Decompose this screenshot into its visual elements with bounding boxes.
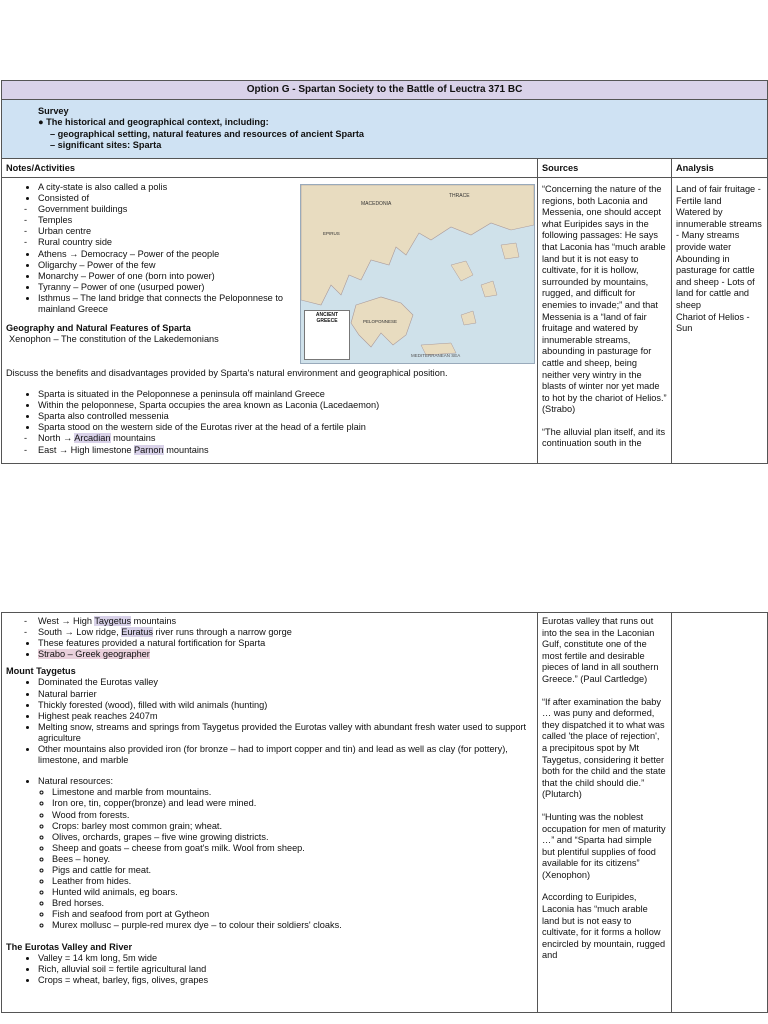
analysis-cell-continued bbox=[672, 613, 768, 1013]
list-item bbox=[28, 445, 533, 456]
header-analysis: Analysis bbox=[672, 159, 768, 178]
list-item: • Oligarchy – Power of the few bbox=[38, 260, 533, 271]
list-item: • Sparta also controlled messenia bbox=[38, 411, 533, 422]
survey-bullet: ● The historical and geographical context, including: bbox=[38, 117, 269, 128]
survey-sub-1: – geographical setting, natural features and resources of ancient Sparta bbox=[50, 128, 364, 139]
list-item: ◦ Pigs and cattle for meat. bbox=[52, 865, 533, 876]
borders-list-continued bbox=[6, 616, 533, 638]
list-item: • Dominated the Eurotas valley bbox=[38, 677, 533, 688]
source-strabo: “Concerning the nature of the regions, both Laconia and Messenia, one should accept what Euripides says in the following passages: He says that Laconia has “much arable land but it is not easy to cultivate, for it is hollow, surrounded by mountains, rugged, and difficult for enemies to invade;” and that Messenia is a “land of fair fruitage and watered by innumerable streams, abounding in pasturage for cattle and sheep, being neither very wintry in the blasts of winter nor yet made to hot by the chariot of Helios.” (Strabo) bbox=[542, 184, 667, 415]
map-label-sea: MEDITERRANEAN SEA bbox=[411, 353, 461, 358]
resources-sublist bbox=[6, 787, 533, 931]
analysis-item: Watered by innumerable streams - Many streams provide water bbox=[676, 207, 762, 252]
analysis-item: Chariot of Helios - Sun bbox=[676, 311, 750, 334]
map-legend-title: ANCIENT GREECE bbox=[315, 312, 339, 324]
list-item: • Isthmus – The land bridge that connects the Peloponnese to mainland Greece bbox=[38, 293, 533, 315]
list-item: • Thickly forested (wood), filled with wild animals (hunting) bbox=[38, 700, 533, 711]
list-item: • Rich, alluvial soil = fertile agricultural land bbox=[38, 964, 533, 975]
list-item: • A city-state is also called a polis bbox=[38, 182, 533, 193]
list-item: • Tyranny – Power of one (usurped power) bbox=[38, 282, 533, 293]
list-item: ◦ Leather from hides. bbox=[52, 876, 533, 887]
list-item bbox=[28, 433, 533, 444]
list-item: • Melting snow, streams and springs from Taygetus provided the Eurotas valley with abundant fresh water used to support agriculture bbox=[38, 722, 533, 744]
list-item: • Consisted of bbox=[38, 193, 533, 204]
source-plutarch: “If after examination the baby … was puny and deformed, they dispatched it to what was called 'the place of rejection', a precipitous spot by Mt Taygetus, considering it better both for the child and the state that the child should die.” (Plutarch) bbox=[542, 696, 666, 800]
list-item: • Natural barrier bbox=[38, 689, 533, 700]
notes-table-page-2 bbox=[1, 612, 768, 1013]
list-item: • Athens → Democracy – Power of the people bbox=[38, 249, 533, 260]
page-title: Option G - Spartan Society to the Battle of Leuctra 371 BC bbox=[2, 81, 768, 100]
map-legend bbox=[304, 310, 350, 360]
notes-cell-continued bbox=[2, 613, 538, 1013]
section-heading-taygetus: Mount Taygetus bbox=[6, 666, 76, 677]
taygetus-list bbox=[6, 677, 533, 766]
list-item: • Valley = 14 km long, 5m wide bbox=[38, 953, 533, 964]
resources-list bbox=[6, 776, 533, 787]
header-notes: Notes/Activities bbox=[2, 159, 538, 178]
section-heading-eurotas: The Eurotas Valley and River bbox=[6, 941, 133, 952]
list-item bbox=[38, 649, 533, 660]
section-heading-geography: Geography and Natural Features of Sparta bbox=[6, 323, 191, 334]
east-text-end: mountains bbox=[163, 444, 209, 455]
source-cartledge-start: “The alluvial plan itself, and its continuation south in the bbox=[542, 426, 666, 449]
list-item: ◦ Iron ore, tin, copper(bronze) and lead were mined. bbox=[52, 798, 533, 809]
list-item: ◦ Bees – honey. bbox=[52, 854, 533, 865]
analysis-cell bbox=[672, 178, 768, 464]
west-text-end: mountains bbox=[131, 616, 177, 626]
list-item: • Monarchy – Power of one (born into power) bbox=[38, 271, 533, 282]
sources-cell bbox=[538, 178, 672, 464]
list-item: • Within the peloponnese, Sparta occupies the area known as Laconia (Lacedaemon) bbox=[38, 400, 533, 411]
list-item: ◦ Sheep and goats – cheese from goat's milk. Wool from sheep. bbox=[52, 843, 533, 854]
list-item: ◦ Limestone and marble from mountains. bbox=[52, 787, 533, 798]
list-item: ◦ Hunted wild animals, eg boars. bbox=[52, 887, 533, 898]
list-item: ◦ Fish and seafood from port at Gytheon bbox=[52, 909, 533, 920]
survey-heading: Survey bbox=[38, 106, 69, 116]
eurotas-list bbox=[6, 953, 533, 986]
list-item bbox=[28, 616, 533, 627]
list-item: - Rural country side bbox=[28, 237, 533, 248]
north-text: North → bbox=[38, 433, 75, 444]
polis-parts-list bbox=[6, 204, 533, 248]
header-sources: Sources bbox=[538, 159, 672, 178]
list-item: ◦ Crops: barley most common grain; wheat. bbox=[52, 821, 533, 832]
notes-cell bbox=[2, 178, 538, 464]
source-cartledge: Eurotas valley that runs out into the sea in the Laconian Gulf, constitute one of the most fertile and desirable pieces of land in all southern Greece.” (Paul Cartledge) bbox=[542, 616, 659, 684]
discuss-prompt: Discuss the benefits and disadvantages provided by Sparta's natural environment and geographical position. bbox=[6, 368, 448, 378]
south-text: South → Low ridge, bbox=[38, 627, 122, 638]
xenophon-note: Xenophon – The constitution of the Lakedemonians bbox=[9, 334, 219, 345]
notes-table-page-1 bbox=[1, 80, 768, 464]
analysis-item: Abounding in pasturage for cattle and sheep - Lots of land for cattle and sheep bbox=[676, 253, 755, 310]
survey-sub-2: – significant sites: Sparta bbox=[50, 139, 162, 150]
list-item: • Sparta is situated in the Peloponnese a peninsula off mainland Greece bbox=[38, 389, 533, 400]
highlight-strabo: Strabo – Greek geographer bbox=[38, 649, 150, 660]
list-item: • Sparta stood on the western side of the Eurotas river at the head of a fertile plain bbox=[38, 422, 533, 433]
analysis-item: Land of fair fruitage - Fertile land bbox=[676, 184, 761, 206]
map-label-thrace: THRACE bbox=[449, 193, 470, 199]
list-item: - Temples bbox=[28, 215, 533, 226]
list-item: ◦ Wood from forests. bbox=[52, 810, 533, 821]
sparta-facts-list bbox=[6, 389, 533, 433]
sources-cell-continued bbox=[538, 613, 672, 1013]
list-item: • Highest peak reaches 2407m bbox=[38, 711, 533, 722]
list-item: • These features provided a natural fortification for Sparta bbox=[38, 638, 533, 649]
highlight-parnon: Parnon bbox=[134, 444, 164, 455]
source-euripides: According to Euripides, Laconia has “much arable land but is not easy to cultivate, for it forms a hollow encircled by mountain, rugged and bbox=[542, 892, 666, 961]
list-item: ◦ Bred horses. bbox=[52, 898, 533, 909]
highlight-arcadian: Arcadian bbox=[74, 433, 111, 444]
south-text-end: river runs through a narrow gorge bbox=[152, 627, 292, 638]
list-item: - Urban centre bbox=[28, 226, 533, 237]
borders-list bbox=[6, 433, 533, 455]
list-item: ◦ Olives, orchards, grapes – five wine growing districts. bbox=[52, 832, 533, 843]
fortification-list bbox=[6, 638, 533, 660]
highlight-euratus: Euratus bbox=[121, 627, 153, 638]
list-item: • Natural resources: bbox=[38, 776, 533, 787]
map-label-macedonia: MACEDONIA bbox=[361, 201, 392, 207]
list-item bbox=[28, 627, 533, 638]
list-item: • Crops = wheat, barley, figs, olives, grapes bbox=[38, 975, 533, 986]
list-item: • Other mountains also provided iron (for bronze – had to import copper and tin) and lead as well as clay (for pottery), limestone, and marble bbox=[38, 744, 533, 766]
west-text: West → High bbox=[38, 616, 95, 626]
map-label-epirus: EPIRUS bbox=[323, 231, 340, 236]
list-item: ◦ Murex mollusc – purple-red murex dye – to colour their soldiers' cloaks. bbox=[52, 920, 533, 931]
highlight-taygetus: Taygetus bbox=[94, 616, 132, 626]
map-label-peloponnese: PELOPONNESE bbox=[363, 319, 398, 324]
survey-box bbox=[2, 100, 768, 159]
source-xenophon: “Hunting was the noblest occupation for men of maturity …” and “Sparta had simple but plentiful supplies of food available for its citizens” (Xenophon) bbox=[542, 811, 666, 880]
east-text: East → High limestone bbox=[38, 444, 134, 455]
north-text-end: mountains bbox=[110, 433, 156, 444]
list-item: - Government buildings bbox=[28, 204, 533, 215]
